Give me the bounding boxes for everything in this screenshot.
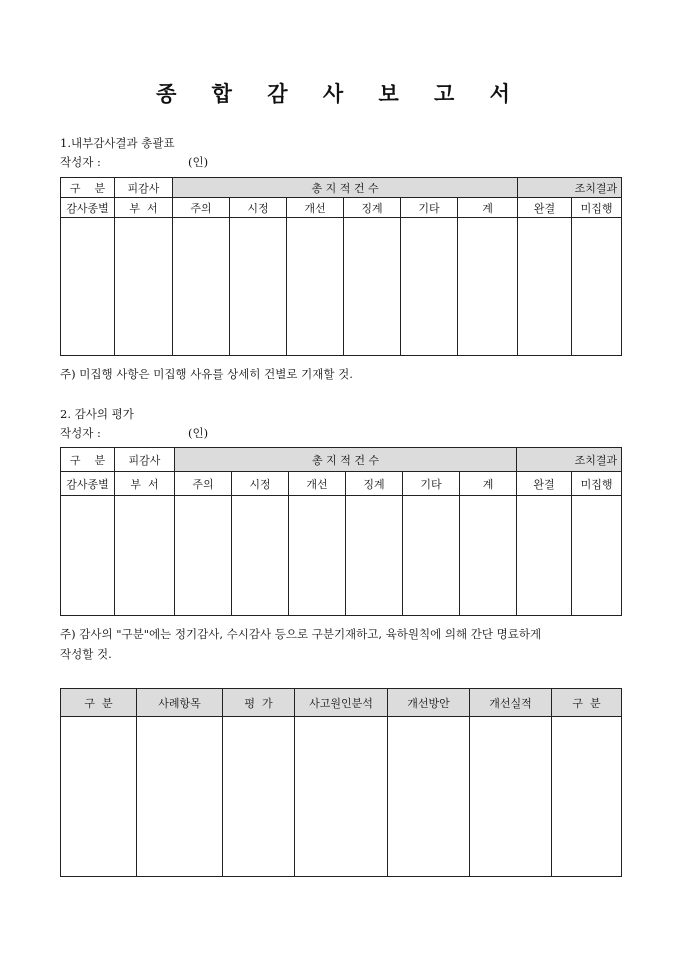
header-other: 기타 (403, 472, 460, 496)
header-gubun: 구 분 (61, 448, 115, 472)
table-row (61, 717, 622, 877)
header-correction: 시정 (230, 198, 287, 218)
section1-author-label: 작성자 : (60, 155, 101, 169)
case-analysis-table (60, 688, 622, 877)
header-action-group: 조치결과 (518, 178, 622, 198)
header-audit-type: 감사종별 (61, 472, 115, 496)
header-dept-bottom: 부 서 (115, 198, 173, 218)
header-gubun: 구 분 (61, 178, 115, 198)
header-dept-bottom: 부 서 (115, 472, 175, 496)
header-correction: 시정 (232, 472, 289, 496)
section2-author-label: 작성자 : (60, 426, 101, 440)
header-total: 계 (460, 472, 517, 496)
header-case-item: 사례항목 (137, 689, 223, 717)
header-gubun-right: 구 분 (552, 689, 622, 717)
header-completed: 완결 (518, 198, 572, 218)
header-gubun: 구 분 (61, 689, 137, 717)
section2-heading: 2. 감사의 평가 (60, 407, 134, 421)
header-findings-group: 총 지 적 건 수 (175, 448, 517, 472)
section1-seal: (인) (188, 155, 209, 169)
header-discipline: 징계 (344, 198, 401, 218)
header-discipline: 징계 (346, 472, 403, 496)
header-evaluation: 평 가 (223, 689, 295, 717)
section2-note-line2: 작성할 것. (60, 647, 112, 661)
header-cause-analysis: 사고원인분석 (295, 689, 388, 717)
header-action-group: 조치결과 (517, 448, 622, 472)
evaluation-table (60, 447, 622, 616)
header-caution: 주의 (173, 198, 230, 218)
header-improvement: 개선 (287, 198, 344, 218)
header-pending: 미집행 (572, 472, 622, 496)
header-pending: 미집행 (572, 198, 622, 218)
table-row (61, 218, 622, 356)
section1-heading: 1.내부감사결과 총괄표 (60, 136, 175, 150)
header-dept-top: 피감사 (115, 178, 173, 198)
header-other: 기타 (401, 198, 458, 218)
header-caution: 주의 (175, 472, 232, 496)
summary-table (60, 177, 622, 356)
section2-note-line1: 주) 감사의 "구분"에는 정기감사, 수시감사 등으로 구분기재하고, 육하원칙에 의해 간단 명료하게 (60, 627, 542, 641)
section1-note: 주) 미집행 사항은 미집행 사유를 상세히 건별로 기재할 것. (60, 367, 353, 381)
header-dept-top: 피감사 (115, 448, 175, 472)
header-audit-type: 감사종별 (61, 198, 115, 218)
page-title: 종 합 감 사 보 고 서 (156, 81, 524, 106)
header-improvement-result: 개선실적 (470, 689, 552, 717)
header-improvement-plan: 개선방안 (388, 689, 470, 717)
header-total: 계 (458, 198, 518, 218)
header-findings-group: 총 지 적 건 수 (173, 178, 518, 198)
section2-seal: (인) (188, 426, 209, 440)
table-row (61, 496, 622, 616)
header-completed: 완결 (517, 472, 572, 496)
header-improvement: 개선 (289, 472, 346, 496)
